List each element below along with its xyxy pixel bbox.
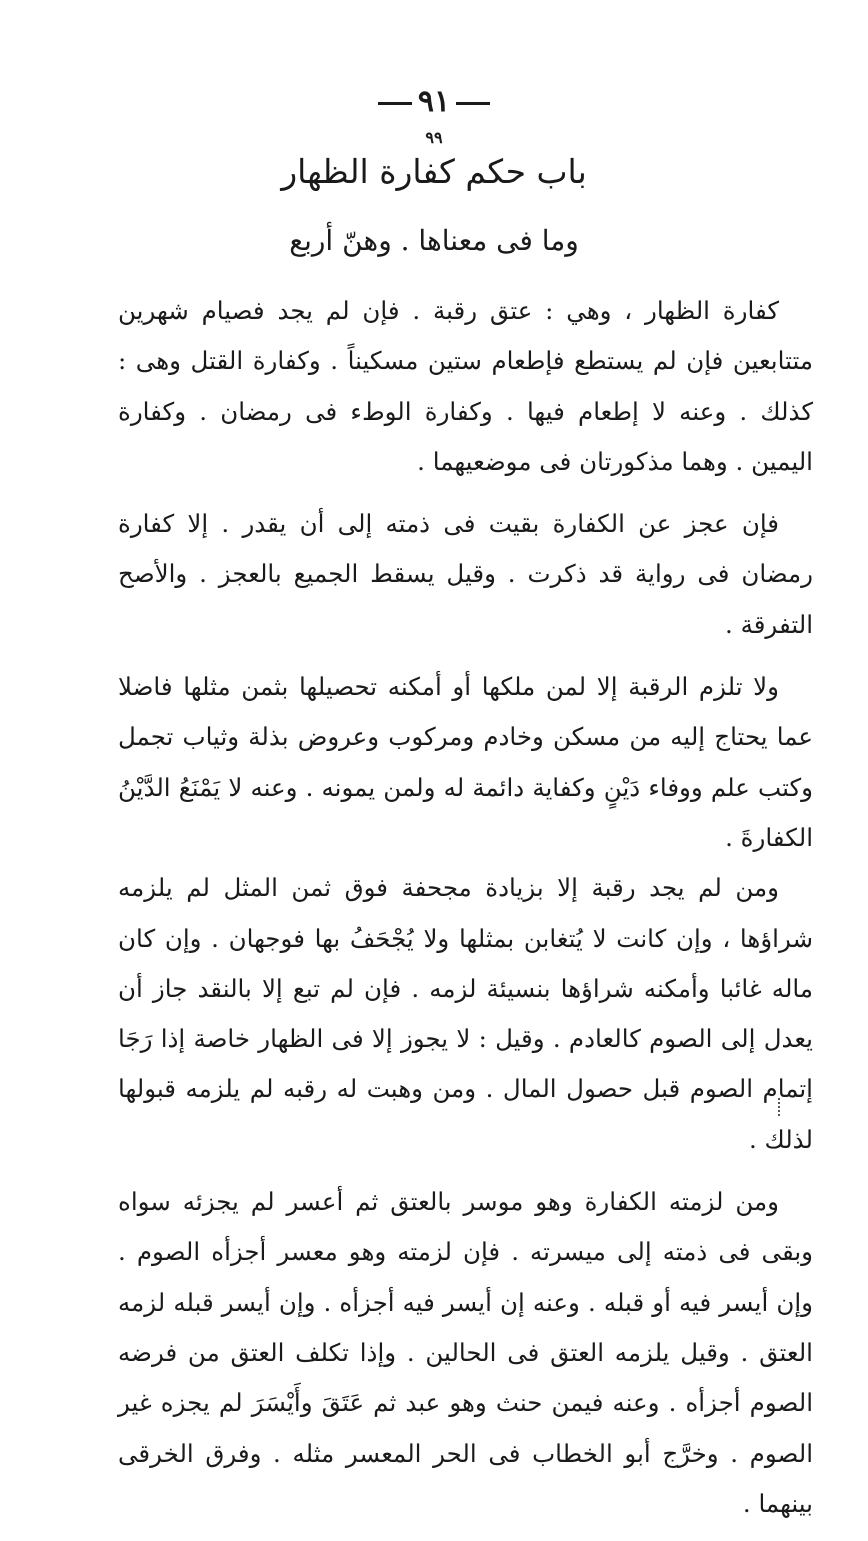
paragraph-inability: فإن عجز عن الكفارة بقيت فى ذمته إلى أن يقدر . إلا كفارة رمضان فى رواية قد ذكرت . وقيل يسقط الجميع بالعجز . والأصح التفرقة . (118, 509, 813, 639)
paragraph-slave-requirement: ولا تلزم الرقبة إلا لمن ملكها أو أمكنه تحصيلها بثمن مثلها فاضلا عما يحتاج إليه من مسكن وخادم ومركوب وعروض بذلة وثياب تجمل وكتب علم ووفاء دَيْنٍ وكفاية دائمة له ولمن يمونه . وعنه لا يَمْنَعُ الدَّيْنُ الكفارةَ . (118, 672, 813, 852)
page-number-text: ٩١ (417, 84, 451, 119)
chapter-title: باب حكم كفارة الظهار (281, 152, 587, 191)
chapter-subtitle: وما فى معناها . وهنّ أربع (289, 224, 579, 257)
margin-mark (776, 1098, 780, 1116)
section-marker: ٩٩ (425, 128, 443, 147)
body-text (118, 286, 813, 1541)
paragraph-expiations: كفارة الظهار ، وهي : عتق رقبة . فإن لم يجد فصيام شهرين متتابعين فإن لم يستطع فإطعام ستين مسكيناً . وكفارة القتل وهى : كذلك . وعنه لا إطعام فيها . وكفارة الوطء فى رمضان . وكفارة اليمين . وهما مذكورتان فى موضعيهما . (118, 296, 813, 476)
page-number (0, 84, 868, 119)
paragraph-wealth-change: ومن لزمته الكفارة وهو موسر بالعتق ثم أعسر لم يجزئه سواه وبقى فى ذمته إلى ميسرته . فإن لزمته وهو معسر أجزأه الصوم . وإن أيسر فيه أو قبله . وعنه إن أيسر فيه أجزأه . وإن أيسر قبله لزمه العتق . وقيل يلزمه العتق فى الحالين . وإذا تكلف العتق من فرضه الصوم أجزأه . وعنه فيمن حنث وهو عبد ثم عَتَقَ وأَيْسَرَ لم يجزه غير الصوم . وخرَّج أبو الخطاب فى الحر المعسر مثله . وفرق الخرقى بينهما . (118, 1187, 813, 1518)
paragraph-excess-price: ومن لم يجد رقبة إلا بزيادة مجحفة فوق ثمن المثل لم يلزمه شراؤها ، وإن كانت لا يُتغابن بمثلها ولا يُجْحَفُ بها فوجهان . وإن كان ماله غائبا وأمكنه شراؤها بنسيئة لزمه . فإن لم تبع إلا بالنقد جاز أن يعدل إلى الصوم كالعادم . وقيل : لا يجوز إلا فى الظهار خاصة إذا رَجَا إتمام الصوم قبل حصول المال . ومن وهبت له رقبه لم يلزمه قبولها لذلك . (118, 873, 813, 1154)
page-number-dash-left (378, 102, 412, 105)
page-number-dash-right (456, 102, 490, 105)
